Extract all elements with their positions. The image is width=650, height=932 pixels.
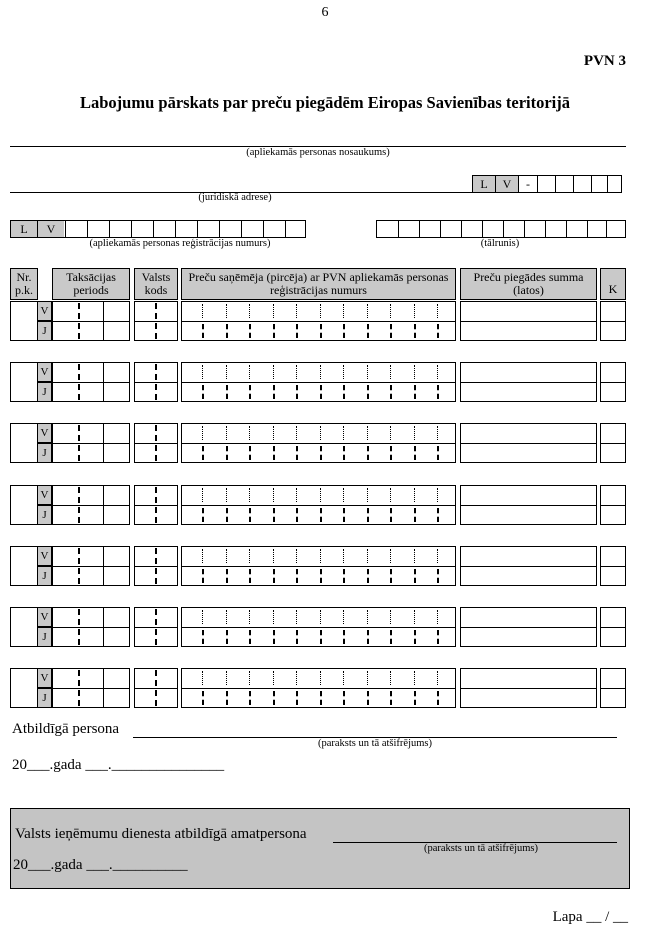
buyer-dot (296, 610, 297, 624)
k-divider (600, 382, 626, 383)
buyer-dot (390, 549, 391, 563)
buyer-dot (249, 304, 250, 318)
buyer-dot (320, 671, 321, 685)
k-divider (600, 566, 626, 567)
period-dash (78, 364, 80, 400)
buyer-dash (202, 691, 204, 705)
buyer-dot (343, 304, 344, 318)
buyer-dot (320, 488, 321, 502)
official-section (10, 808, 630, 889)
buyer-dot (390, 488, 391, 502)
buyer-dash (390, 446, 392, 460)
buyer-dot (296, 365, 297, 379)
buyer-dash (273, 508, 275, 522)
page-number: 6 (321, 5, 329, 20)
taxpayer-name-caption: (apliekamās personas nosaukums) (246, 147, 390, 158)
buyer-dot (296, 671, 297, 685)
row-label-j: J (37, 382, 52, 402)
buyer-dot (343, 426, 344, 440)
k-divider (600, 627, 626, 628)
buyer-dash (320, 691, 322, 705)
period-divider (52, 505, 130, 506)
period-split (103, 423, 104, 463)
buyer-dash (414, 324, 416, 338)
period-divider (52, 443, 130, 444)
buyer-dot (296, 488, 297, 502)
buyer-dot (437, 549, 438, 563)
buyer-dot (226, 549, 227, 563)
buyer-dash (390, 508, 392, 522)
row-label-v: V (37, 668, 52, 688)
buyer-dot (202, 488, 203, 502)
period-divider (52, 688, 130, 689)
buyer-dash (390, 630, 392, 644)
buyer-dash (296, 508, 298, 522)
period-split (103, 485, 104, 525)
period-dash (78, 609, 80, 645)
buyer-dash (296, 385, 298, 399)
period-divider (52, 627, 130, 628)
buyer-dot (414, 549, 415, 563)
buyer-dash (343, 324, 345, 338)
responsible-date[interactable]: 20___.gada ___._______________ (12, 757, 225, 773)
buyer-dot (437, 671, 438, 685)
row-label-v: V (37, 607, 52, 627)
buyer-dot (202, 671, 203, 685)
period-divider (52, 382, 130, 383)
buyer-dot (273, 671, 274, 685)
k-divider (600, 321, 626, 322)
buyer-dot (367, 426, 368, 440)
buyer-dot (249, 610, 250, 624)
period-split (103, 546, 104, 586)
buyer-dot (390, 426, 391, 440)
row-label-j: J (37, 627, 52, 647)
buyer-dot (414, 426, 415, 440)
buyer-dot (437, 365, 438, 379)
row-number-cell[interactable] (10, 485, 38, 525)
row-number-cell[interactable] (10, 668, 38, 708)
buyer-dash (390, 385, 392, 399)
buyer-dash (320, 508, 322, 522)
buyer-dash (320, 385, 322, 399)
buyer-dot (367, 671, 368, 685)
buyer-dot (414, 610, 415, 624)
buyer-dash (343, 385, 345, 399)
row-number-cell[interactable] (10, 301, 38, 341)
buyer-dot (273, 304, 274, 318)
buyer-dash (296, 446, 298, 460)
buyer-dash (367, 630, 369, 644)
legal-address-caption: (juridiskā adrese) (198, 192, 272, 203)
row-label-j: J (37, 688, 52, 708)
buyer-divider (181, 382, 456, 383)
buyer-dash (367, 446, 369, 460)
buyer-dash (390, 569, 392, 583)
buyer-dot (296, 426, 297, 440)
buyer-dot (437, 304, 438, 318)
buyer-dot (273, 549, 274, 563)
responsible-person-label: Atbildīgā persona (12, 721, 120, 737)
buyer-dash (367, 508, 369, 522)
buyer-dash (437, 691, 439, 705)
buyer-dash (273, 630, 275, 644)
form-code: PVN 3 (583, 53, 626, 69)
buyer-dash (226, 630, 228, 644)
sheet-counter: Lapa __ / __ (552, 909, 628, 925)
buyer-dot (437, 488, 438, 502)
buyer-dot (226, 671, 227, 685)
buyer-dot (343, 610, 344, 624)
buyer-dot (390, 365, 391, 379)
buyer-dot (226, 304, 227, 318)
buyer-dash (249, 630, 251, 644)
amount-divider (460, 321, 597, 322)
buyer-dash (226, 569, 228, 583)
responsible-caption: (paraksts un tā atšifrējums) (317, 738, 432, 749)
row-label-v: V (37, 423, 52, 443)
amount-divider (460, 505, 597, 506)
country-dash (155, 670, 157, 706)
buyer-dash (437, 508, 439, 522)
buyer-dot (226, 365, 227, 379)
buyer-dot (202, 304, 203, 318)
row-number-cell[interactable] (10, 546, 38, 586)
amount-divider (460, 566, 597, 567)
header-period: Taksācijas periods (52, 268, 130, 300)
country-dash (155, 609, 157, 645)
address-code-boxes[interactable] (472, 175, 622, 193)
buyer-dash (249, 569, 251, 583)
buyer-dot (437, 426, 438, 440)
reg-prefix-l: L (11, 221, 37, 237)
buyer-dash (273, 569, 275, 583)
buyer-dot (414, 671, 415, 685)
buyer-dash (273, 385, 275, 399)
buyer-dot (273, 488, 274, 502)
buyer-dot (249, 488, 250, 502)
buyer-dash (414, 691, 416, 705)
buyer-dash (202, 385, 204, 399)
buyer-dot (437, 610, 438, 624)
address-code-l: L (473, 176, 495, 192)
official-caption: (paraksts un tā atšifrējums) (423, 843, 538, 854)
period-dash (78, 425, 80, 461)
buyer-dash (202, 508, 204, 522)
buyer-dot (202, 426, 203, 440)
buyer-dash (202, 569, 204, 583)
buyer-dash (343, 446, 345, 460)
buyer-dot (273, 426, 274, 440)
row-label-v: V (37, 485, 52, 505)
buyer-dot (367, 488, 368, 502)
header-nr: Nr. p.k. (10, 268, 38, 300)
buyer-dot (390, 304, 391, 318)
row-label-v: V (37, 362, 52, 382)
period-split (103, 607, 104, 647)
period-divider (52, 566, 130, 567)
buyer-dash (437, 385, 439, 399)
period-dash (78, 487, 80, 523)
buyer-dot (367, 365, 368, 379)
buyer-dot (226, 426, 227, 440)
buyer-divider (181, 627, 456, 628)
buyer-dash (273, 691, 275, 705)
buyer-dash (367, 324, 369, 338)
buyer-dash (273, 446, 275, 460)
buyer-dot (249, 671, 250, 685)
buyer-dash (249, 446, 251, 460)
amount-divider (460, 382, 597, 383)
buyer-dot (273, 610, 274, 624)
amount-divider (460, 688, 597, 689)
row-label-j: J (37, 321, 52, 341)
buyer-dot (273, 365, 274, 379)
buyer-dash (414, 385, 416, 399)
buyer-dot (202, 549, 203, 563)
k-divider (600, 443, 626, 444)
buyer-dash (296, 569, 298, 583)
registration-number-caption: (apliekamās personas reģistrācijas numurs) (89, 238, 271, 249)
buyer-dash (343, 630, 345, 644)
period-split (103, 362, 104, 402)
row-label-v: V (37, 546, 52, 566)
period-dash (78, 303, 80, 339)
buyer-dash (202, 324, 204, 338)
buyer-dash (414, 630, 416, 644)
address-code-dash: - (526, 177, 530, 191)
buyer-dash (437, 446, 439, 460)
country-dash (155, 487, 157, 523)
period-divider (52, 321, 130, 322)
buyer-dash (343, 508, 345, 522)
buyer-dash (437, 569, 439, 583)
buyer-dash (437, 630, 439, 644)
row-label-v: V (37, 301, 52, 321)
buyer-dot (414, 365, 415, 379)
row-label-j: J (37, 505, 52, 525)
buyer-dot (414, 488, 415, 502)
buyer-dash (296, 630, 298, 644)
period-dash (78, 548, 80, 584)
buyer-dot (226, 610, 227, 624)
buyer-dash (226, 691, 228, 705)
buyer-dash (226, 324, 228, 338)
period-split (103, 668, 104, 708)
buyer-dash (343, 691, 345, 705)
reg-prefix-v: V (38, 221, 64, 237)
buyer-dash (414, 508, 416, 522)
buyer-dash (320, 569, 322, 583)
row-number-cell[interactable] (10, 423, 38, 463)
buyer-dot (202, 365, 203, 379)
buyer-dot (320, 426, 321, 440)
buyer-dot (343, 671, 344, 685)
registration-number-boxes[interactable] (10, 220, 306, 238)
header-buyer: Preču saņēmēja (pircēja) ar PVN apliekamās personas reģistrācijas numurs (181, 268, 456, 300)
buyer-dash (249, 385, 251, 399)
header-country: Valsts kods (134, 268, 178, 300)
amount-divider (460, 627, 597, 628)
address-code-v: V (496, 176, 518, 192)
buyer-dot (226, 488, 227, 502)
buyer-dash (437, 324, 439, 338)
buyer-dot (343, 549, 344, 563)
buyer-dot (249, 426, 250, 440)
buyer-dot (320, 549, 321, 563)
buyer-dash (320, 630, 322, 644)
official-date[interactable]: 20___.gada ___.__________ (13, 857, 188, 873)
buyer-divider (181, 321, 456, 322)
buyer-dash (320, 324, 322, 338)
buyer-dot (367, 610, 368, 624)
document-title: Labojumu pārskats par preču piegādēm Eiropas Savienības teritorijā (80, 93, 570, 112)
buyer-dash (249, 508, 251, 522)
buyer-dot (320, 304, 321, 318)
row-label-j: J (37, 566, 52, 586)
buyer-dash (226, 446, 228, 460)
header-amount: Preču piegādes summa (latos) (460, 268, 597, 300)
buyer-dash (249, 691, 251, 705)
buyer-dot (390, 671, 391, 685)
buyer-dot (320, 365, 321, 379)
buyer-dash (296, 324, 298, 338)
buyer-divider (181, 505, 456, 506)
buyer-dash (296, 691, 298, 705)
phone-caption: (tālrunis) (480, 238, 520, 249)
buyer-dash (414, 446, 416, 460)
row-number-cell[interactable] (10, 607, 38, 647)
official-label: Valsts ieņēmumu dienesta atbildīgā amatpersona (15, 826, 307, 842)
buyer-dash (273, 324, 275, 338)
buyer-divider (181, 688, 456, 689)
buyer-dash (390, 691, 392, 705)
country-dash (155, 425, 157, 461)
buyer-dot (343, 488, 344, 502)
buyer-dash (320, 446, 322, 460)
buyer-dot (202, 610, 203, 624)
buyer-divider (181, 566, 456, 567)
header-k: K (600, 268, 626, 300)
buyer-dash (202, 630, 204, 644)
buyer-dot (249, 549, 250, 563)
buyer-dot (320, 610, 321, 624)
row-number-cell[interactable] (10, 362, 38, 402)
k-divider (600, 688, 626, 689)
row-label-j: J (37, 443, 52, 463)
buyer-dash (343, 569, 345, 583)
buyer-dash (226, 508, 228, 522)
buyer-dot (367, 549, 368, 563)
buyer-dot (343, 365, 344, 379)
buyer-dash (414, 569, 416, 583)
phone-boxes[interactable] (376, 220, 626, 238)
buyer-divider (181, 443, 456, 444)
amount-divider (460, 443, 597, 444)
buyer-dash (367, 691, 369, 705)
buyer-dash (226, 385, 228, 399)
buyer-dot (296, 549, 297, 563)
country-dash (155, 548, 157, 584)
buyer-dash (249, 324, 251, 338)
k-divider (600, 505, 626, 506)
country-dash (155, 364, 157, 400)
buyer-dot (367, 304, 368, 318)
buyer-dot (414, 304, 415, 318)
buyer-dot (296, 304, 297, 318)
buyer-dash (367, 569, 369, 583)
buyer-dot (249, 365, 250, 379)
buyer-dash (367, 385, 369, 399)
period-dash (78, 670, 80, 706)
buyer-dot (390, 610, 391, 624)
country-dash (155, 303, 157, 339)
buyer-dash (390, 324, 392, 338)
buyer-dash (202, 446, 204, 460)
period-split (103, 301, 104, 341)
